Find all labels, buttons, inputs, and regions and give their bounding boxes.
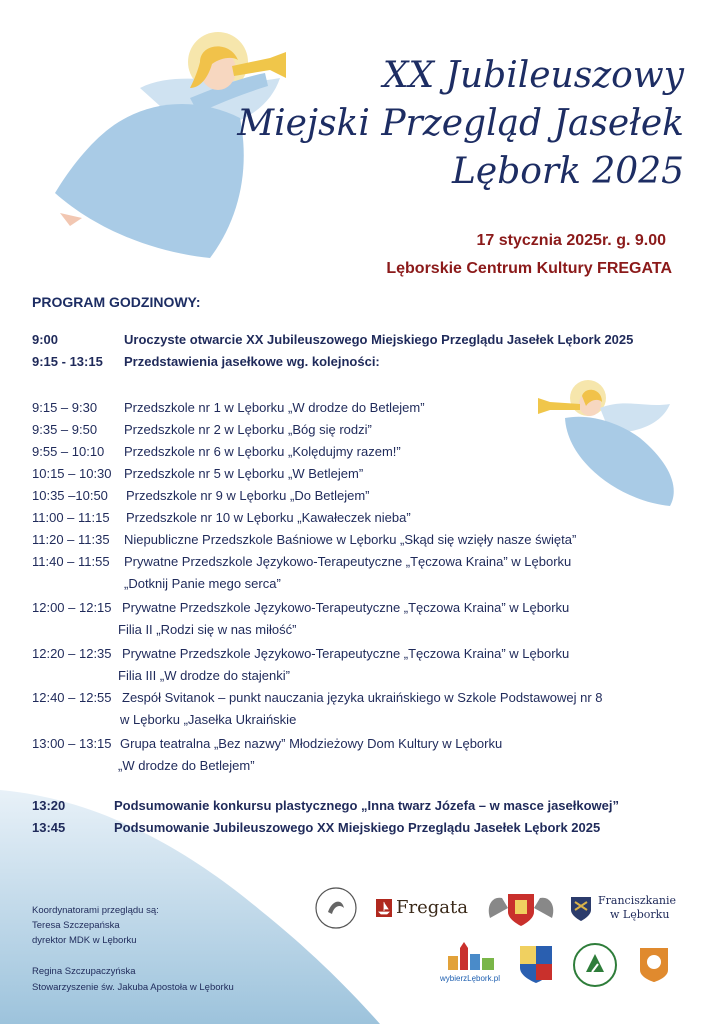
- schedule-row-continuation: Filia III „W drodze do stajenki”: [118, 668, 290, 683]
- schedule-row: [32, 488, 370, 503]
- row-time: 11:40 – 11:55: [32, 554, 110, 569]
- event-title: [237, 52, 684, 196]
- row-text: Zespół Svitanok – punkt nauczania języka ukraińskiego w Szkole Podstawowej nr 8: [122, 690, 603, 705]
- row-time: 13:45: [32, 820, 66, 835]
- row-time: 13:00 – 13:15: [32, 736, 112, 751]
- title-line-1: XX Jubileuszowy: [382, 55, 684, 96]
- row-time: 9:15 – 9:30: [32, 400, 98, 415]
- row-text: Uroczyste otwarcie XX Jubileuszowego Miejskiego Przeglądu Jasełek Lębork 2025: [124, 332, 634, 347]
- row-text: Podsumowanie Jubileuszowego XX Miejskiego Przeglądu Jasełek Lębork 2025: [114, 820, 601, 835]
- row-text: Przedszkole nr 2 w Lęborku „Bóg się rodzi”: [124, 422, 372, 437]
- row-text: Prywatne Przedszkole Językowo-Terapeutyczne „Tęczowa Kraina” w Lęborku: [122, 600, 570, 615]
- row-text: Prywatne Przedszkole Językowo-Terapeutyczne „Tęczowa Kraina” w Lęborku: [122, 646, 570, 661]
- row-text: Przedszkole nr 10 w Lęborku „Kawałeczek nieba”: [126, 510, 411, 525]
- county-coat-of-arms-logo: [518, 944, 554, 984]
- row-text: Przedszkole nr 5 w Lęborku „W Betlejem”: [124, 466, 364, 481]
- schedule-row-continuation: w Lęborku „Jasełka Ukraińskie: [120, 712, 297, 727]
- mdk-logo: [314, 886, 358, 930]
- row-time: 10:15 – 10:30: [32, 466, 112, 481]
- schedule-row: [32, 736, 503, 751]
- coordinator-name: Regina Szczupaczyńska: [32, 966, 136, 977]
- fregata-logo-text: Fregata: [396, 897, 468, 918]
- small-angel-illustration: [530, 378, 690, 518]
- row-time: 9:55 – 10:10: [32, 444, 105, 459]
- row-text: Grupa teatralna „Bez nazwy” Młodzieżowy Dom Kultury w Lęborku: [120, 736, 503, 751]
- row-time: 13:20: [32, 798, 66, 813]
- row-time: 9:00: [32, 332, 59, 347]
- schedule-row: [32, 646, 570, 661]
- franciszkanie-text: Franciszkanie: [598, 894, 676, 907]
- coordinator-name: Teresa Szczepańska: [32, 920, 120, 931]
- row-text: Przedszkole nr 9 w Lęborku „Do Betlejem”: [126, 488, 370, 503]
- schedule-row-continuation: Filia II „Rodzi się w nas miłość”: [118, 622, 297, 637]
- row-text: Przedszkole nr 6 w Lęborku „Kolędujmy razem!”: [124, 444, 401, 459]
- row-text: Niepubliczne Przedszkole Baśniowe w Lęborku „Skąd się wzięły nasze święta”: [124, 532, 577, 547]
- association-logo: [634, 944, 674, 984]
- wybierz-lebork-logo: [440, 942, 504, 986]
- closing-row: [32, 798, 619, 813]
- title-line-2: Miejski Przegląd Jasełek: [237, 103, 684, 144]
- schedule-row: [32, 600, 570, 615]
- row-time: 12:00 – 12:15: [32, 600, 112, 615]
- schedule-row-continuation: „Dotknij Panie mego serca”: [124, 576, 281, 591]
- coordinator-role: Stowarzyszenie św. Jakuba Apostoła w Lęborku: [32, 982, 234, 993]
- lasy-panstwowe-logo: [572, 942, 618, 988]
- schedule-row: [32, 466, 364, 481]
- closing-row: [32, 820, 601, 835]
- row-text: Przedstawienia jasełkowe wg. kolejności:: [124, 354, 380, 369]
- franciszkanie-subtext: w Lęborku: [610, 908, 670, 921]
- row-text: Prywatne Przedszkole Językowo-Terapeutyczne „Tęczowa Kraina” w Lęborku: [124, 554, 572, 569]
- schedule-row-continuation: „W drodze do Betlejem”: [118, 758, 255, 773]
- town-skyline-icon: [444, 942, 500, 972]
- opening-row: [32, 354, 380, 369]
- row-time: 12:40 – 12:55: [32, 690, 112, 705]
- franciszkanie-logo: [570, 892, 682, 926]
- fregata-logo: [376, 897, 470, 921]
- row-text: Podsumowanie konkursu plastycznego „Inna twarz Józefa – w masce jasełkowej”: [114, 798, 619, 813]
- coordinators-heading: Koordynatorami przeglądu są:: [32, 905, 159, 916]
- wybierz-lebork-text: wybierzLębork.pl: [440, 974, 501, 983]
- row-time: 11:00 – 11:15: [32, 510, 110, 525]
- schedule-row: [32, 532, 577, 547]
- title-line-3: Lębork 2025: [451, 151, 684, 192]
- coordinator-role: dyrektor MDK w Lęborku: [32, 935, 137, 946]
- row-time: 9:15 - 13:15: [32, 354, 103, 369]
- row-text: Przedszkole nr 1 w Lęborku „W drodze do Betlejem”: [124, 400, 425, 415]
- ship-icon: [376, 899, 392, 917]
- program-heading: PROGRAM GODZINOWY:: [32, 294, 201, 310]
- event-date: 17 stycznia 2025r. g. 9.00: [476, 232, 666, 249]
- event-venue: Lęborskie Centrum Kultury FREGATA: [386, 260, 672, 277]
- schedule-row: [32, 400, 425, 415]
- row-time: 9:35 – 9:50: [32, 422, 98, 437]
- city-coat-of-arms-logo: [480, 888, 562, 928]
- row-time: 12:20 – 12:35: [32, 646, 112, 661]
- opening-row: [32, 332, 634, 347]
- schedule-row: [32, 554, 572, 569]
- row-time: 11:20 – 11:35: [32, 532, 110, 547]
- schedule-row: [32, 444, 401, 459]
- row-time: 10:35 –10:50: [32, 488, 108, 503]
- schedule-row: [32, 690, 603, 705]
- schedule-row: [32, 510, 411, 525]
- shield-icon: [570, 896, 592, 922]
- schedule-row: [32, 422, 372, 437]
